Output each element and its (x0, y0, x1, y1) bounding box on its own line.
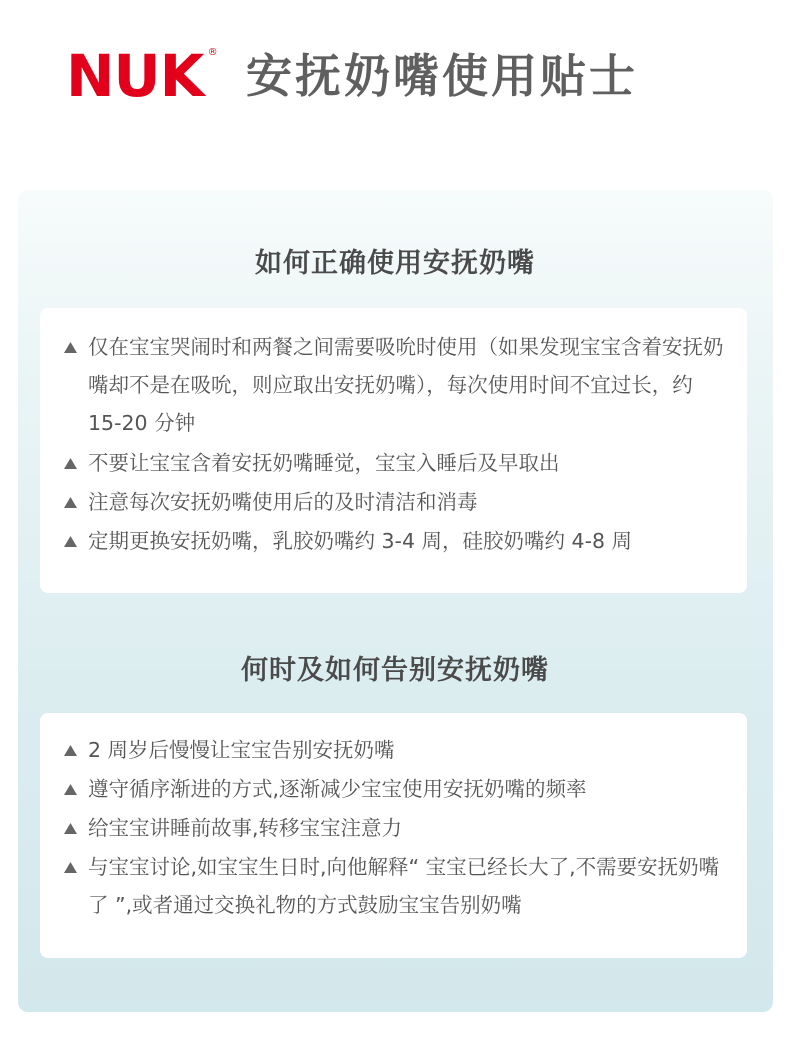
list-item-text: 给宝宝讲睡前故事,转移宝宝注意力 (88, 816, 403, 840)
list-item (64, 483, 724, 521)
list-item (64, 809, 724, 847)
list-item-text: 与宝宝讨论,如宝宝生日时,向他解释“ 宝宝已经长大了,不需要安抚奶嘴了 ”,或者通过交换礼物的方式鼓励宝宝告别奶嘴 (88, 855, 720, 917)
list-item (64, 328, 724, 442)
triangle-bullet-icon (64, 483, 80, 521)
triangle-bullet-icon (64, 770, 80, 808)
logo-text: NUK (66, 42, 204, 110)
list-item-text: 注意每次安抚奶嘴使用后的及时清洁和消毒 (88, 490, 478, 514)
page-title: 安抚奶嘴使用贴士 (246, 49, 638, 103)
list-item-text: 遵守循序渐进的方式,逐渐减少宝宝使用安抚奶嘴的频率 (88, 777, 587, 801)
list-item (64, 444, 724, 482)
list-item (64, 731, 724, 769)
triangle-bullet-icon (64, 522, 80, 560)
triangle-bullet-icon (64, 848, 80, 886)
list-item-text: 2 周岁后慢慢让宝宝告别安抚奶嘴 (88, 738, 395, 762)
list-item-text: 仅在宝宝哭闹时和两餐之间需要吸吮时使用（如果发现宝宝含着安抚奶嘴却不是在吸吮，则应取出安抚奶嘴），每次使用时间不宜过长，约 15-20 分钟 (88, 335, 724, 435)
triangle-bullet-icon (64, 444, 80, 482)
triangle-bullet-icon (64, 328, 80, 366)
nuk-logo (66, 42, 218, 110)
triangle-bullet-icon (64, 809, 80, 847)
triangle-bullet-icon (64, 731, 80, 769)
section-title-usage: 如何正确使用安抚奶嘴 (255, 248, 535, 279)
list-item-text: 定期更换安抚奶嘴，乳胶奶嘴约 3-4 周，硅胶奶嘴约 4-8 周 (88, 529, 633, 553)
registered-mark: ® (207, 47, 218, 58)
list-item (64, 848, 724, 924)
list-item-text: 不要让宝宝含着安抚奶嘴睡觉，宝宝入睡后及早取出 (88, 451, 560, 475)
page-header (0, 0, 790, 160)
list-item (64, 522, 724, 560)
section-title-weaning: 何时及如何告别安抚奶嘴 (241, 655, 549, 686)
list-item (64, 770, 724, 808)
